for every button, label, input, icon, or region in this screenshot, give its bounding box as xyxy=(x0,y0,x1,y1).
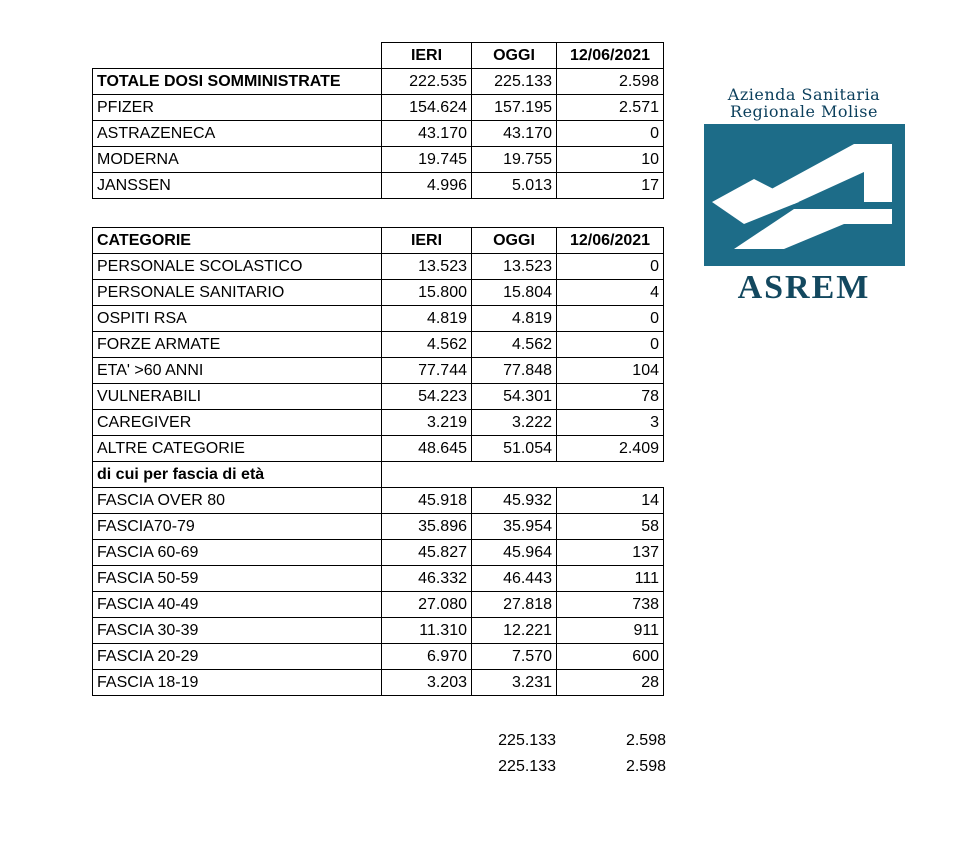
total-oggi-1: 225.133 xyxy=(498,732,556,749)
table-row xyxy=(93,618,664,644)
table-row xyxy=(93,254,664,280)
cell-day: 137 xyxy=(557,540,664,566)
cell-oggi: 45.932 xyxy=(472,488,557,514)
table-row xyxy=(93,69,664,95)
table-row xyxy=(93,280,664,306)
cell-day: 600 xyxy=(557,644,664,670)
asrem-logo xyxy=(700,86,908,306)
cell-oggi: 157.195 xyxy=(472,95,557,121)
row-label: PFIZER xyxy=(93,95,382,121)
row-label: CAREGIVER xyxy=(93,410,382,436)
row-label: FASCIA 18-19 xyxy=(93,670,382,696)
row-label: FORZE ARMATE xyxy=(93,332,382,358)
row-label: TOTALE DOSI SOMMINISTRATE xyxy=(93,69,382,95)
row-label: PERSONALE SANITARIO xyxy=(93,280,382,306)
table-row xyxy=(93,488,664,514)
table-row xyxy=(93,514,664,540)
cell-day: 14 xyxy=(557,488,664,514)
row-label: OSPITI RSA xyxy=(93,306,382,332)
cell-ieri: 3.219 xyxy=(382,410,472,436)
cell-day: 78 xyxy=(557,384,664,410)
cell-ieri: 45.827 xyxy=(382,540,472,566)
cell-day: 2.409 xyxy=(557,436,664,462)
table-row xyxy=(93,436,664,462)
row-label: ETA' >60 ANNI xyxy=(93,358,382,384)
cell-oggi: 46.443 xyxy=(472,566,557,592)
cell-oggi: 3.222 xyxy=(472,410,557,436)
cell-oggi: 15.804 xyxy=(472,280,557,306)
cell-day: 2.571 xyxy=(557,95,664,121)
col-header-ieri: IERI xyxy=(382,43,472,69)
row-label: FASCIA70-79 xyxy=(93,514,382,540)
col-header-date: 12/06/2021 xyxy=(557,43,664,69)
col-header-ieri: IERI xyxy=(382,228,472,254)
cell-oggi: 13.523 xyxy=(472,254,557,280)
logo-brand: ASREM xyxy=(737,269,871,306)
total-oggi-2: 225.133 xyxy=(498,758,556,775)
cell-ieri: 46.332 xyxy=(382,566,472,592)
row-label: ALTRE CATEGORIE xyxy=(93,436,382,462)
col-header-oggi: OGGI xyxy=(472,228,557,254)
table-row xyxy=(93,644,664,670)
cell-day: 911 xyxy=(557,618,664,644)
cell-ieri: 43.170 xyxy=(382,121,472,147)
total-day-1: 2.598 xyxy=(625,732,666,749)
cell-ieri: 13.523 xyxy=(382,254,472,280)
table-row xyxy=(93,306,664,332)
table-row xyxy=(93,670,664,696)
cell-day: 0 xyxy=(557,254,664,280)
cell-ieri: 35.896 xyxy=(382,514,472,540)
cell-ieri: 77.744 xyxy=(382,358,472,384)
row-label: VULNERABILI xyxy=(93,384,382,410)
row-label: FASCIA 30-39 xyxy=(93,618,382,644)
cell-oggi: 51.054 xyxy=(472,436,557,462)
cell-ieri: 4.819 xyxy=(382,306,472,332)
cell-oggi: 43.170 xyxy=(472,121,557,147)
cell-ieri: 27.080 xyxy=(382,592,472,618)
cell-day: 0 xyxy=(557,306,664,332)
cell-day: 58 xyxy=(557,514,664,540)
empty-cell xyxy=(472,462,557,488)
cell-day: 104 xyxy=(557,358,664,384)
table-row xyxy=(93,592,664,618)
cell-ieri: 3.203 xyxy=(382,670,472,696)
cell-day: 10 xyxy=(557,147,664,173)
table-row xyxy=(93,358,664,384)
cell-ieri: 15.800 xyxy=(382,280,472,306)
table-row xyxy=(93,566,664,592)
table-row xyxy=(93,147,664,173)
cell-ieri: 4.996 xyxy=(382,173,472,199)
cell-oggi: 7.570 xyxy=(472,644,557,670)
total-day-2: 2.598 xyxy=(625,758,666,775)
cell-oggi: 4.562 xyxy=(472,332,557,358)
table-row xyxy=(93,410,664,436)
cell-ieri: 4.562 xyxy=(382,332,472,358)
row-label: PERSONALE SCOLASTICO xyxy=(93,254,382,280)
logo-emblem xyxy=(704,124,905,266)
table-row xyxy=(93,332,664,358)
row-label: MODERNA xyxy=(93,147,382,173)
cell-day: 111 xyxy=(557,566,664,592)
cell-oggi: 77.848 xyxy=(472,358,557,384)
cell-ieri: 6.970 xyxy=(382,644,472,670)
table-row xyxy=(93,121,664,147)
cell-ieri: 48.645 xyxy=(382,436,472,462)
cell-day: 2.598 xyxy=(557,69,664,95)
cell-oggi: 5.013 xyxy=(472,173,557,199)
age-subheader: di cui per fascia di età xyxy=(93,462,382,488)
cell-ieri: 222.535 xyxy=(382,69,472,95)
cell-ieri: 11.310 xyxy=(382,618,472,644)
header-blank-cell xyxy=(93,43,382,69)
cell-ieri: 54.223 xyxy=(382,384,472,410)
cell-day: 0 xyxy=(557,332,664,358)
cell-oggi: 4.819 xyxy=(472,306,557,332)
logo-line-2: Regionale Molise xyxy=(730,102,878,121)
row-label: FASCIA 50-59 xyxy=(93,566,382,592)
age-subheader-row xyxy=(93,462,664,488)
row-label: FASCIA 40-49 xyxy=(93,592,382,618)
col-header-categorie: CATEGORIE xyxy=(93,228,382,254)
cell-ieri: 19.745 xyxy=(382,147,472,173)
cell-day: 17 xyxy=(557,173,664,199)
table-row xyxy=(93,95,664,121)
cell-oggi: 19.755 xyxy=(472,147,557,173)
empty-cell xyxy=(557,462,664,488)
cell-day: 738 xyxy=(557,592,664,618)
cell-oggi: 54.301 xyxy=(472,384,557,410)
cell-day: 0 xyxy=(557,121,664,147)
cell-oggi: 225.133 xyxy=(472,69,557,95)
col-header-oggi: OGGI xyxy=(472,43,557,69)
cell-day: 28 xyxy=(557,670,664,696)
row-label: JANSSEN xyxy=(93,173,382,199)
logo-line-1: Azienda Sanitaria xyxy=(727,85,881,104)
cell-oggi: 27.818 xyxy=(472,592,557,618)
col-header-date: 12/06/2021 xyxy=(557,228,664,254)
table-row xyxy=(93,540,664,566)
categories-header-row xyxy=(93,228,664,254)
cell-day: 3 xyxy=(557,410,664,436)
cell-oggi: 3.231 xyxy=(472,670,557,696)
cell-oggi: 12.221 xyxy=(472,618,557,644)
row-label: ASTRAZENECA xyxy=(93,121,382,147)
cell-oggi: 35.954 xyxy=(472,514,557,540)
row-label: FASCIA 60-69 xyxy=(93,540,382,566)
table-row xyxy=(93,384,664,410)
doses-header-row xyxy=(93,43,664,69)
row-label: FASCIA OVER 80 xyxy=(93,488,382,514)
table-row xyxy=(93,173,664,199)
logo-s-mark-icon xyxy=(704,124,905,266)
cell-oggi: 45.964 xyxy=(472,540,557,566)
categories-table xyxy=(92,227,664,696)
cell-ieri: 45.918 xyxy=(382,488,472,514)
cell-day: 4 xyxy=(557,280,664,306)
row-label: FASCIA 20-29 xyxy=(93,644,382,670)
doses-table xyxy=(92,42,664,199)
empty-cell xyxy=(382,462,472,488)
cell-ieri: 154.624 xyxy=(382,95,472,121)
